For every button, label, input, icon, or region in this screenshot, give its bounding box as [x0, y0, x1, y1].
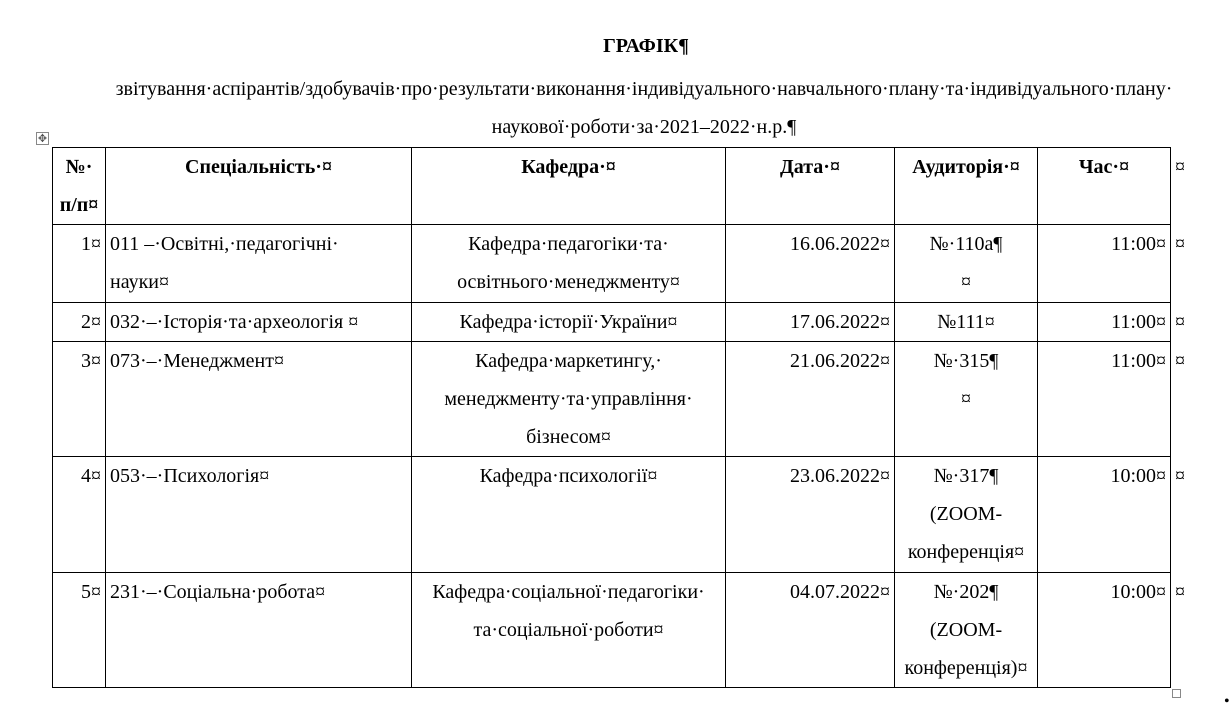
- table-resize-handle-icon[interactable]: [1172, 689, 1181, 698]
- cell-time: 10:00¤: [1038, 457, 1171, 573]
- paragraph-marker-icon: •: [1224, 693, 1230, 710]
- cell-room: №·317¶ (ZOOM- конференція¤: [895, 457, 1038, 573]
- table-row: [53, 342, 1206, 457]
- cell-department: Кафедра·історії·України¤: [412, 303, 726, 342]
- cell-department: Кафедра·психології¤: [412, 457, 726, 573]
- cell-specialty: 073·–·Менеджмент¤: [106, 342, 412, 457]
- header-date: Дата·¤: [726, 148, 895, 225]
- document-subtitle: звітування·аспірантів/здобувачів·про·результати·виконання·індивідуального·навчального·плану·та·індивідуального·плану· наукової·роботи·за·2021–2022·н.р.¶: [115, 78, 1173, 138]
- row-end-mark: ¤: [1175, 349, 1185, 372]
- cell-number: 2¤: [53, 303, 106, 342]
- header-time: Час·¤: [1038, 148, 1171, 225]
- row-end-mark: ¤: [1175, 464, 1185, 487]
- cell-number: 3¤: [53, 342, 106, 457]
- cell-number: 1¤: [53, 225, 106, 303]
- cell-time: 11:00¤: [1038, 303, 1171, 342]
- cell-specialty: 053·–·Психологія¤: [106, 457, 412, 573]
- cell-room: №·110а¶ ¤: [895, 225, 1038, 303]
- cell-date: 21.06.2022¤: [726, 342, 895, 457]
- header-room: Аудиторія·¤: [895, 148, 1038, 225]
- cell-room: №·202¶ (ZOOM- конференція)¤: [895, 573, 1038, 688]
- row-end-mark: ¤: [1175, 155, 1185, 178]
- cell-date: 04.07.2022¤: [726, 573, 895, 688]
- cell-date: 16.06.2022¤: [726, 225, 895, 303]
- cell-department: Кафедра·педагогіки·та· освітнього·менеджменту¤: [412, 225, 726, 303]
- header-number: №· п/п¤: [53, 148, 106, 225]
- table-row: [53, 303, 1206, 342]
- cell-specialty: 011 –·Освітні,·педагогічні· науки¤: [106, 225, 412, 303]
- cell-number: 5¤: [53, 573, 106, 688]
- table-row: [53, 457, 1206, 573]
- cell-department: Кафедра·маркетингу,· менеджменту·та·управління· бізнесом¤: [412, 342, 726, 457]
- cell-department: Кафедра·соціальної·педагогіки· та·соціальної·роботи¤: [412, 573, 726, 688]
- table-move-handle-icon[interactable]: ✥: [37, 132, 48, 145]
- cell-specialty: 231·–·Соціальна·робота¤: [106, 573, 412, 688]
- table-header-row: [53, 148, 1206, 225]
- row-end-mark: ¤: [1175, 232, 1185, 255]
- cell-date: 17.06.2022¤: [726, 303, 895, 342]
- cell-number: 4¤: [53, 457, 106, 573]
- cell-specialty: 032·–·Історія·та·археологія ¤: [106, 303, 412, 342]
- table-row: [53, 225, 1206, 303]
- cell-time: 11:00¤: [1038, 342, 1171, 457]
- cell-date: 23.06.2022¤: [726, 457, 895, 573]
- header-department: Кафедра·¤: [412, 148, 726, 225]
- row-end-mark: ¤: [1175, 580, 1185, 603]
- cell-room: №111¤: [895, 303, 1038, 342]
- document-title: ГРАФІК¶: [603, 35, 689, 57]
- row-end-mark: ¤: [1175, 310, 1185, 333]
- cell-time: 10:00¤: [1038, 573, 1171, 688]
- cell-room: №·315¶ ¤: [895, 342, 1038, 457]
- table-row: [53, 573, 1206, 688]
- cell-time: 11:00¤: [1038, 225, 1171, 303]
- header-specialty: Спеціальність·¤: [106, 148, 412, 225]
- schedule-table: [52, 147, 1206, 688]
